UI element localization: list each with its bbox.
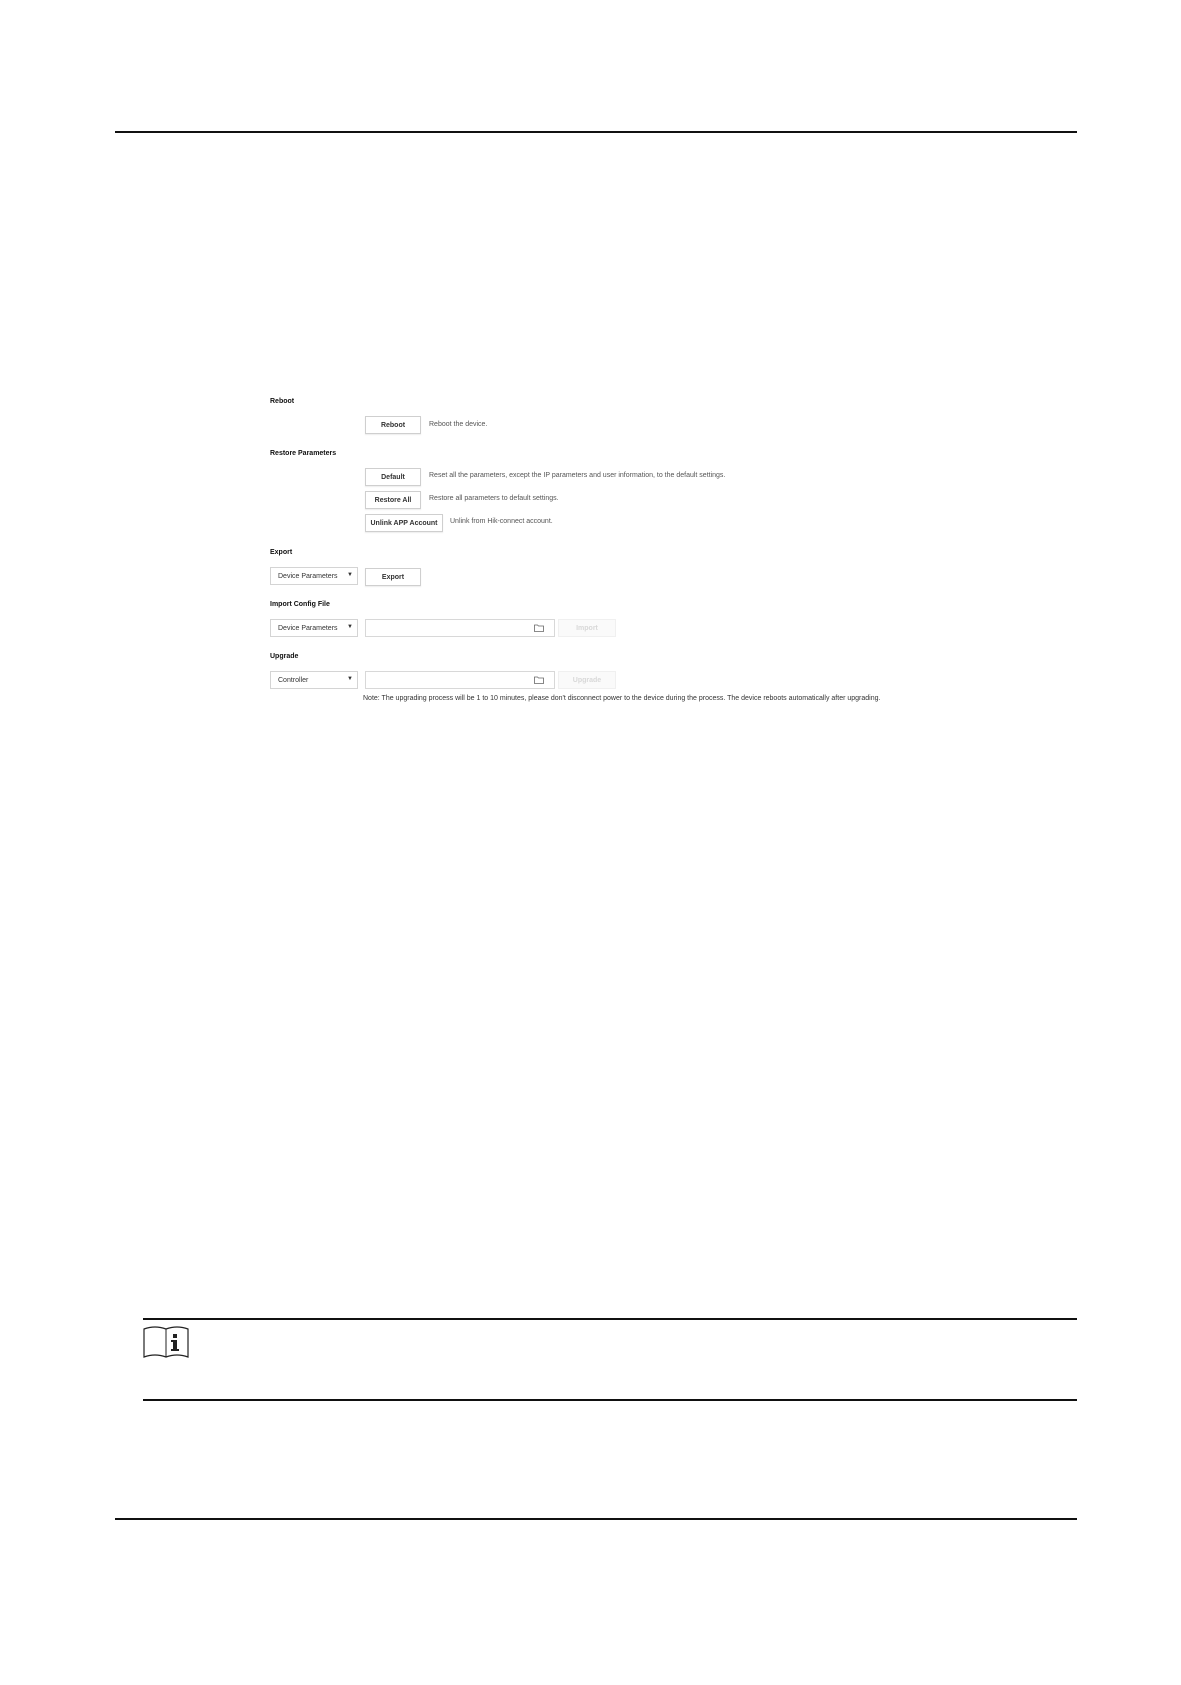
caret-down-icon: ▼ <box>347 676 353 682</box>
default-description: Reset all the parameters, except the IP parameters and user information, to the default settings. <box>429 472 726 479</box>
reboot-button[interactable]: Reboot <box>365 416 421 434</box>
export-type-select[interactable] <box>270 567 358 585</box>
maintenance-panel <box>268 390 928 710</box>
note-top-rule <box>143 1318 1077 1320</box>
export-button[interactable]: Export <box>365 568 421 586</box>
import-heading: Import Config File <box>270 601 330 608</box>
upgrade-file-input[interactable] <box>365 671 555 689</box>
import-type-select[interactable] <box>270 619 358 637</box>
upgrade-heading: Upgrade <box>270 653 299 660</box>
footer-rule <box>115 1518 1077 1520</box>
upgrade-target-select[interactable] <box>270 671 358 689</box>
default-button[interactable]: Default <box>365 468 421 486</box>
import-button[interactable]: Import <box>558 619 616 637</box>
info-note-icon <box>143 1326 189 1358</box>
header-rule <box>115 131 1077 133</box>
import-file-input[interactable] <box>365 619 555 637</box>
folder-icon[interactable] <box>534 676 544 684</box>
caret-down-icon: ▼ <box>347 624 353 630</box>
import-type-value: Device Parameters <box>278 624 338 632</box>
unlink-description: Unlink from Hik-connect account. <box>450 518 553 525</box>
restore-heading: Restore Parameters <box>270 450 337 457</box>
reboot-heading: Reboot <box>270 398 295 405</box>
restore-all-description: Restore all parameters to default settings. <box>429 495 559 502</box>
upgrade-target-value: Controller <box>278 676 309 684</box>
upgrade-note: Note: The upgrading process will be 1 to 10 minutes, please don't disconnect power to the device during the process. The device reboots automatically after upgrading. <box>363 695 881 702</box>
upgrade-button[interactable]: Upgrade <box>558 671 616 689</box>
export-heading: Export <box>270 549 293 556</box>
note-bottom-rule <box>143 1399 1077 1401</box>
export-type-value: Device Parameters <box>278 572 338 580</box>
restore-all-button[interactable]: Restore All <box>365 491 421 509</box>
caret-down-icon: ▼ <box>347 572 353 578</box>
folder-icon[interactable] <box>534 624 544 632</box>
reboot-description: Reboot the device. <box>429 421 488 428</box>
unlink-app-account-button[interactable]: Unlink APP Account <box>365 514 443 532</box>
